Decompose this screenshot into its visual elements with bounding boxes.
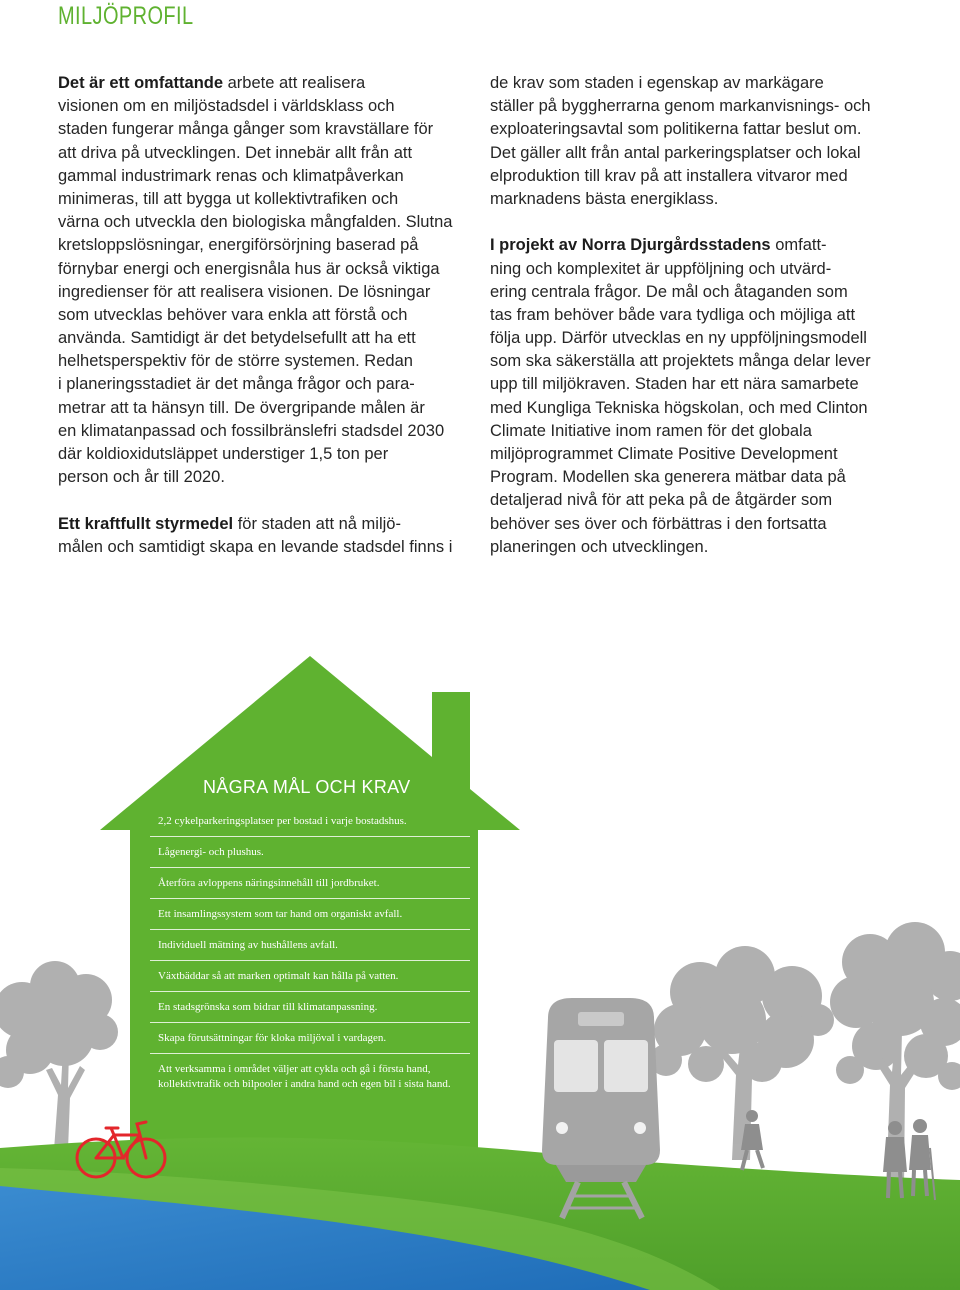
- lead-text: I projekt av Norra Djurgårdsstadens: [490, 236, 771, 255]
- paragraph-line: exploateringsavtal som politikerna fattar beslut om.: [490, 120, 862, 139]
- list-item: Ett insamlingssystem som tar hand om organiskt avfall.: [150, 899, 470, 930]
- goals-box-title: NÅGRA MÅL OCH KRAV: [203, 777, 411, 797]
- page-title: MILJÖPROFIL: [58, 2, 194, 30]
- list-item: Att verksamma i området väljer att cykla och gå i första hand, kollektivtrafik och bilpooler i andra hand och egen bil i sista hand.: [158, 1063, 451, 1090]
- paragraph-line: i planeringsstadiet är det många frågor och para-: [58, 375, 415, 394]
- paragraph-line: följa upp. Därför utvecklas en ny uppföljningsmodell: [490, 329, 867, 348]
- paragraph-line: ering centrala frågor. De mål och åtaganden som: [490, 282, 848, 301]
- paragraph-line: miljöprogrammet Climate Positive Development: [490, 445, 838, 463]
- paragraph-line: ställer på byggherrarna genom markanvisnings- och: [490, 97, 871, 116]
- paragraph-line: som ska säkerställa att projektets många delar lever: [490, 352, 871, 371]
- list-item: Lågenergi- och plushus.: [150, 837, 470, 868]
- paragraph-line: detaljerad nivå för att peka på de åtgärder som: [490, 491, 833, 510]
- paragraph-line: värna och utveckla den biologiska mångfalden. Slutna: [58, 213, 453, 232]
- paragraph-line: Ett kraftfullt styrmedel för staden att nå miljö-: [58, 514, 401, 533]
- paragraph-line: helhetsperspektiv för de större systemen. Redan: [58, 352, 413, 371]
- paragraph-line: minimeras, till att bygga ut kollektivtrafiken och: [58, 189, 399, 208]
- list-item: En stadsgrönska som bidrar till klimatanpassning.: [150, 992, 470, 1023]
- paragraph-line: att driva på utvecklingen. Det innebär allt från att: [58, 143, 413, 162]
- paragraph-line: med Kungliga Tekniska högskolan, och med Clinton: [490, 398, 868, 417]
- paragraph-line: ning och komplexitet är uppföljning och utvärd-: [490, 259, 832, 278]
- paragraph-line: målen och samtidigt skapa en levande stadsdel finns i: [58, 537, 453, 556]
- paragraph-line: som utvecklas behöver vara enkla att förstå och: [58, 305, 408, 324]
- paragraph-line: upp till miljökraven. Staden har ett nära samarbete: [490, 375, 859, 394]
- list-item: Skapa förutsättningar för kloka miljöval i vardagen.: [150, 1023, 470, 1054]
- paragraph-line: I projekt av Norra Djurgårdsstadens omfatt-: [490, 236, 827, 255]
- paragraph-line: tas fram behöver både vara tydliga och möjliga att: [490, 305, 856, 324]
- paragraph-line: ingredienser för att realisera visionen. De lösningar: [58, 282, 431, 301]
- paragraph-line: metrar att ta hänsyn till. De övergripande målen är: [58, 398, 425, 417]
- paragraph-line: Program. Modellen ska generera mätbar data på: [490, 468, 846, 487]
- tree-left-icon: [0, 961, 118, 1150]
- paragraph-line: elproduktion till krav på att installera vitvaror med: [490, 166, 848, 185]
- paragraph-gap: [58, 489, 472, 512]
- paragraph-line: person och år till 2020.: [58, 468, 225, 487]
- paragraph-line: de krav som staden i egenskap av markägare: [490, 74, 824, 92]
- lead-text: Ett kraftfullt styrmedel: [58, 514, 234, 533]
- right-column: [490, 72, 930, 559]
- list-item: 2,2 cykelparkeringsplatser per bostad i varje bostadshus.: [150, 806, 470, 837]
- lead-text: Det är ett omfattande: [58, 74, 224, 92]
- paragraph-line: Climate Initiative inom ramen för det globala: [490, 421, 812, 440]
- paragraph-line: marknadens bästa energiklass.: [490, 189, 719, 208]
- list-item: Återföra avloppens näringsinnehåll till jordbruket.: [150, 868, 470, 899]
- paragraph-line: Det är ett omfattande arbete att realisera: [58, 74, 366, 92]
- goals-list: [150, 806, 470, 1092]
- paragraph-line: kretsloppslösningar, energiförsörjning baserad på: [58, 236, 419, 255]
- paragraph-line: en klimatanpassad och fossilbränslefri stadsdel 2030: [58, 421, 445, 440]
- paragraph-line: Det gäller allt från antal parkeringsplatser och lokal: [490, 143, 861, 162]
- paragraph-line: använda. Samtidigt är det betydelsefullt att ha ett: [58, 329, 416, 348]
- left-column: [58, 72, 472, 559]
- paragraph-line: staden fungerar många gånger som kravställare för: [58, 120, 434, 139]
- paragraph-line: förnybar energi och energisnåla hus är också viktiga: [58, 259, 440, 278]
- paragraph-line: planeringen och utvecklingen.: [490, 537, 709, 556]
- paragraph-line: behöver ses över och förbättras i den fortsatta: [490, 514, 827, 533]
- list-item: Växtbäddar så att marken optimalt kan hålla på vatten.: [150, 961, 470, 992]
- paragraph-line: visionen om en miljöstadsdel i världsklass och: [58, 97, 395, 116]
- illustration: [0, 640, 960, 1290]
- paragraph-line: där koldioxidutsläppet understiger 1,5 ton per: [58, 445, 389, 463]
- paragraph-line: gammal industrimark renas och klimatpåverkan: [58, 166, 404, 185]
- list-item: Individuell mätning av hushållens avfall.: [150, 930, 470, 961]
- tree-center-icon: [650, 946, 834, 1160]
- paragraph-gap: [490, 211, 930, 234]
